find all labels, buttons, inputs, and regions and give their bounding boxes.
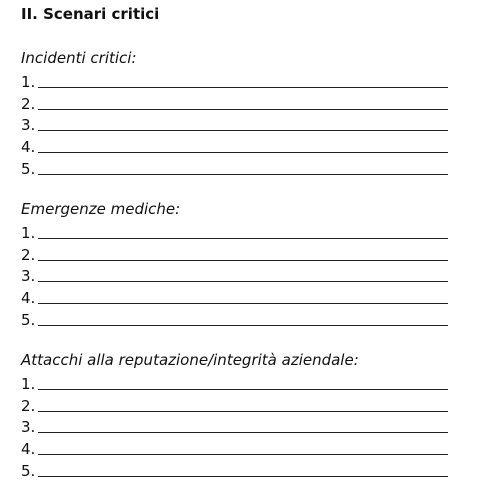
item-number: 3. (21, 116, 36, 135)
blank-line[interactable] (38, 71, 448, 88)
form-page (21, 4, 451, 480)
item-number: 3. (21, 267, 36, 286)
blank-line[interactable] (38, 373, 448, 390)
section-title: Incidenti critici: (21, 49, 137, 67)
blank-line[interactable] (38, 136, 448, 153)
item-number: 4. (21, 289, 36, 308)
section-emergenze-mediche (21, 199, 451, 329)
list-item (21, 69, 451, 91)
list-item (21, 436, 451, 458)
blank-line[interactable] (38, 114, 448, 131)
section-attacchi-reputazione (21, 350, 451, 480)
blank-line[interactable] (38, 265, 448, 282)
blank-line[interactable] (38, 158, 448, 175)
item-number: 5. (21, 461, 36, 480)
list-item (21, 285, 451, 307)
item-number: 4. (21, 138, 36, 157)
item-number: 1. (21, 223, 36, 242)
list-item (21, 393, 451, 415)
blank-line[interactable] (38, 244, 448, 261)
list-item (21, 113, 451, 135)
list-item (21, 415, 451, 437)
item-number: 3. (21, 418, 36, 437)
list-item (21, 371, 451, 393)
list-item (21, 134, 451, 156)
blank-line[interactable] (38, 438, 448, 455)
list-item (21, 220, 451, 242)
item-number: 5. (21, 159, 36, 178)
item-number: 2. (21, 396, 36, 415)
list-item (21, 264, 451, 286)
list-item (21, 458, 451, 480)
list-item (21, 156, 451, 178)
list-item (21, 307, 451, 329)
blank-line[interactable] (38, 416, 448, 433)
item-number: 1. (21, 72, 36, 91)
blank-line[interactable] (38, 222, 448, 239)
section-incidenti-critici (21, 48, 451, 178)
blank-line[interactable] (38, 287, 448, 304)
item-number: 4. (21, 440, 36, 459)
blank-line[interactable] (38, 395, 448, 412)
blank-line[interactable] (38, 93, 448, 110)
item-number: 5. (21, 310, 36, 329)
blank-line[interactable] (38, 460, 448, 477)
blank-line[interactable] (38, 309, 448, 326)
list-item (21, 91, 451, 113)
list-item (21, 242, 451, 264)
item-number: 2. (21, 245, 36, 264)
item-number: 1. (21, 374, 36, 393)
section-title: Emergenze mediche: (21, 199, 181, 218)
item-number: 2. (21, 94, 36, 113)
section-heading: II. Scenari critici (21, 5, 160, 23)
section-title: Attacchi alla reputazione/integrità aziendale: (21, 350, 359, 369)
